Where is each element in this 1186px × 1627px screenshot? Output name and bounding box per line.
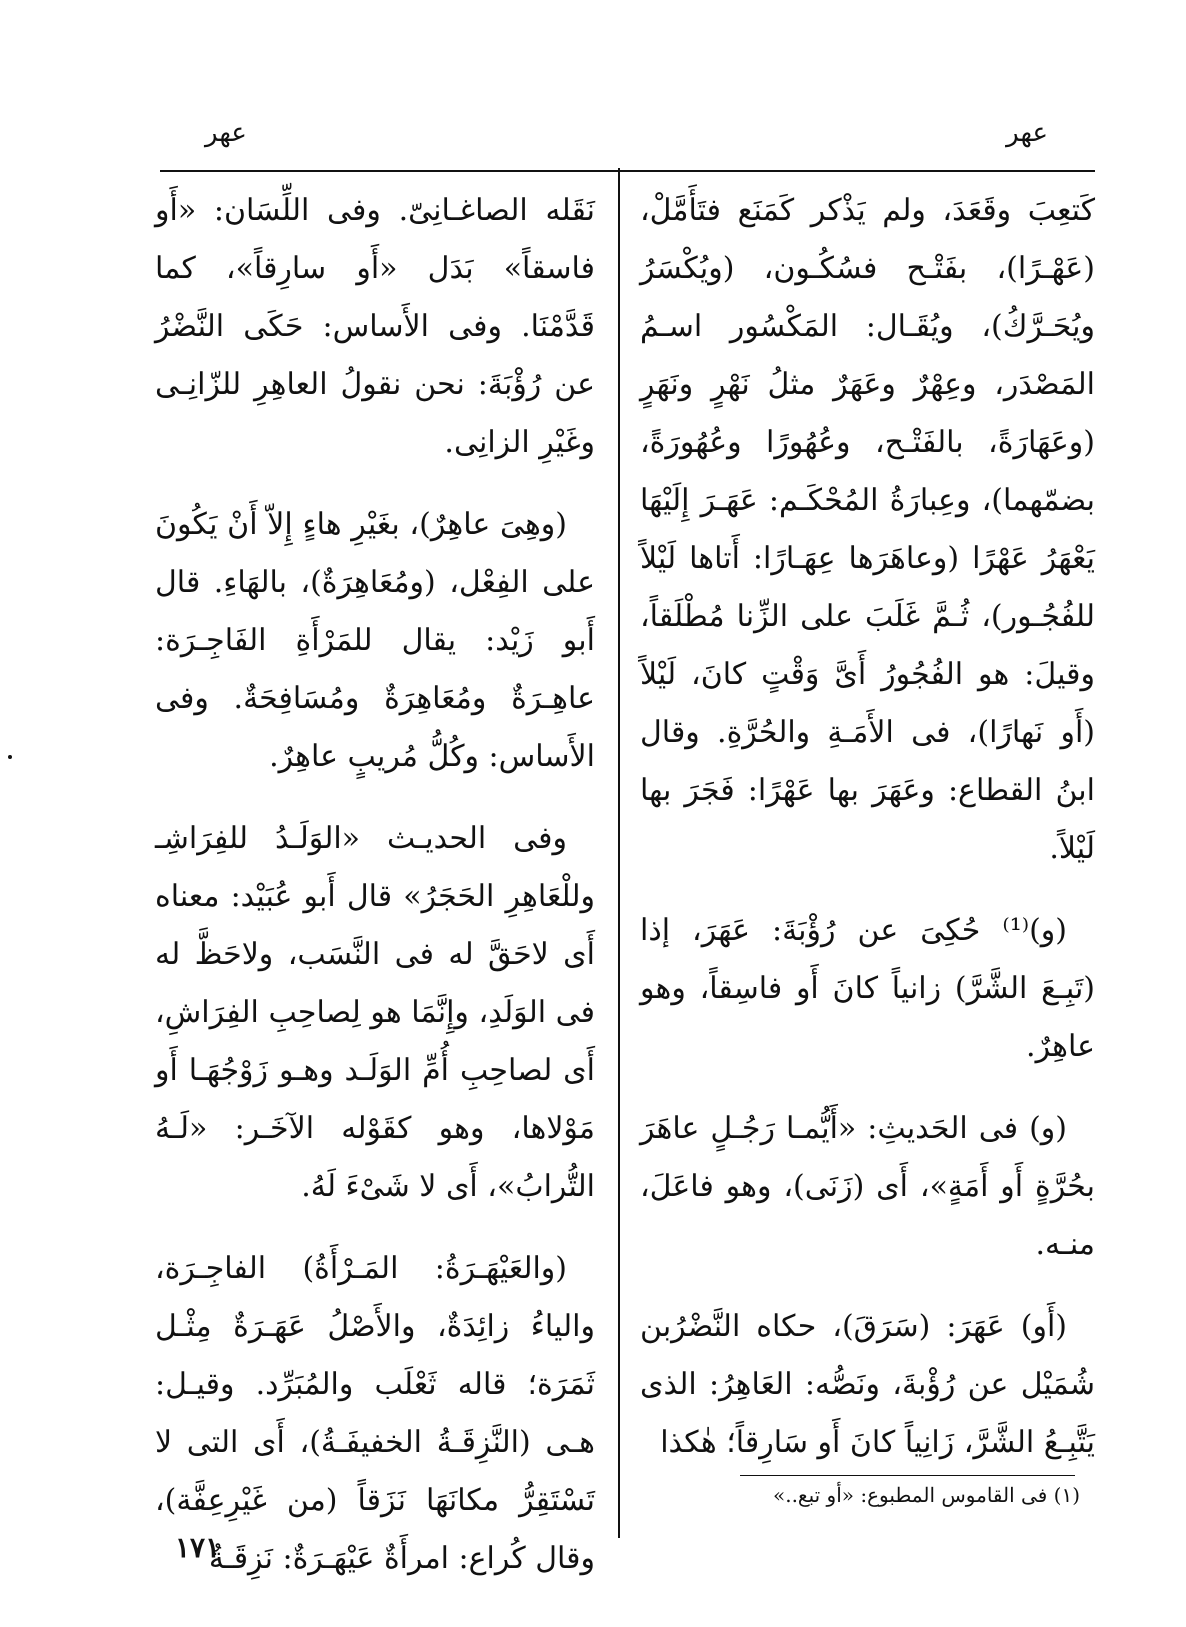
left-column: [155, 182, 595, 1612]
footnote: (١) فى القاموس المطبوع: «أو تبع..»: [772, 1483, 1080, 1507]
header-rule: [160, 170, 1095, 172]
column-divider: [618, 168, 620, 1538]
left-paragraph-2: (وهِىَ عاهِرٌ)، بغَيْرِ هاءٍ إِلاّ أَنْ يَكُونَ على الفِعْل، (ومُعَاهِرَةٌ)، بالهَاءِ. قال أَبو زَيْد: يقال للمَرْأَةِ الفَاجِـرَة: عاهِـرَةٌ ومُعَاهِرَةٌ ومُسَافِحَةٌ. وفى الأَساس: وكُلُّ مُريبٍ عاهِرٌ.: [155, 507, 595, 774]
page-number: ١٧١: [175, 1531, 221, 1564]
right-paragraph-1: كَتعِبَ وقَعَدَ، ولم يَذْكر كَمَنَع فتَأَمَّلْ، (عَهْـرًا)، بفَتْـح فسُكُـون، (ويُكْسَرُ ويُحَـرَّكُ)، ويُقَـال: المَكْسُور اسـمُ المَصْدَر، وعِهْرٌ وعَهَرٌ مثلُ نَهْرٍ ونَهَرٍ (وعَهَارَةً، بالفَتْـح، وعُهُورًا وعُهُورَةً، بضمّهما)، وعِبارَةُ المُحْكَـم: عَهَـرَ إِلَيْهَا يَعْهَرُ عَهْرًا (وعاهَرَها عِهَـارًا: أَتاها لَيْلاً للفُجُـور)، ثُـمَّ غَلَبَ على الزِّنا مُطْلَقاً، وقيلَ: هو الفُجُورُ أَىَّ وَقْتٍ كانَ، لَيْلاً (أَو نَهارًا)، فى الأَمَـةِ والحُرَّةِ. وقال ابنُ القطاع: وعَهَرَ بها عَهْرًا: فَجَرَ بها لَيْلاً.: [640, 193, 1095, 866]
running-head-left: عهر: [205, 118, 247, 148]
right-paragraph-3: (و) فى الحَديثِ: «أَيُّمـا رَجُـلٍ عاهَرَ بحُرَّةٍ أَو أَمَةٍ»، أَى (زَنَى)، وهو فاعَلَ، منـه.: [640, 1111, 1095, 1262]
right-paragraph-4: (أَو) عَهَرَ: (سَرَقَ)، حكاه النَّضْرُبن شُمَيْل عن رُؤْبةَ، ونَصُّه: العَاهِرُ: الذى يَتَّبِـعُ الشَّرَّ، زَانِياً كانَ أَو سَارِقاً؛ هٰكذا: [640, 1309, 1095, 1460]
left-paragraph-1: نَقَله الصاغـانِىّ. وفى اللِّسَان: «أَو فاسقاً» بَدَل «أَو سارِقاً»، كما قَدَّمْنَا. وفى الأَساس: حَكَى النَّضْرُ عن رُؤْبَةَ: نحن نقولُ العاهِرِ للزّانِـى وغَيْرِ الزانِى.: [155, 193, 595, 460]
running-head-right: عهر: [1006, 118, 1048, 148]
right-column: [640, 182, 1095, 1496]
left-paragraph-3: وفى الحديـث «الوَلَـدُ للفِرَاشِـ وللْعَاهِرِ الحَجَرُ» قال أَبو عُبَيْد: معناه أَى لاحَقَّ له فى النَّسَب، ولاحَظَّ له فى الوَلَدِ، وإِنَّمَا هو لِصاحِبِ الفِرَاشِ، أَى لصاحِبِ أُمِّ الوَلَـد وهـو زَوْجُهَـا أَو مَوْلاها، وهو كقَوْله الآخَـر: «لَـهُ التُّرابُ»، أَى لا شَىْءَ لَهُ.: [155, 821, 595, 1204]
footnote-rule: [740, 1475, 1075, 1476]
margin-dot: [8, 755, 12, 759]
left-paragraph-4: (والعَيْهَـرَةُ: المَـرْأَةُ) الفاجِـرَة، والياءُ زائِدَةٌ، والأَصْلُ عَهَـرَةٌ مِثْـل ثَمَرَة؛ قاله ثَعْلَب والمُبَرِّد. وقيـل: هـى (النَّزِقَـةُ الخفيفَـةُ)، أَى التى لا تَسْتَقِرُّ مكانَهَا نَزَقاً (من غَيْرِعِفَّة)، وقال كُراع: امرأَةٌ عَيْهَـرَةٌ: نَزِقَـةٌ: [155, 1251, 595, 1576]
right-paragraph-2: (و)⁽¹⁾ حُكِىَ عن رُؤْبَةَ: عَهَرَ، إذا (تَبِـعَ الشَّرَّ) زانياً كانَ أَو فاسِقاً، وهو عاهِرٌ.: [640, 913, 1095, 1064]
